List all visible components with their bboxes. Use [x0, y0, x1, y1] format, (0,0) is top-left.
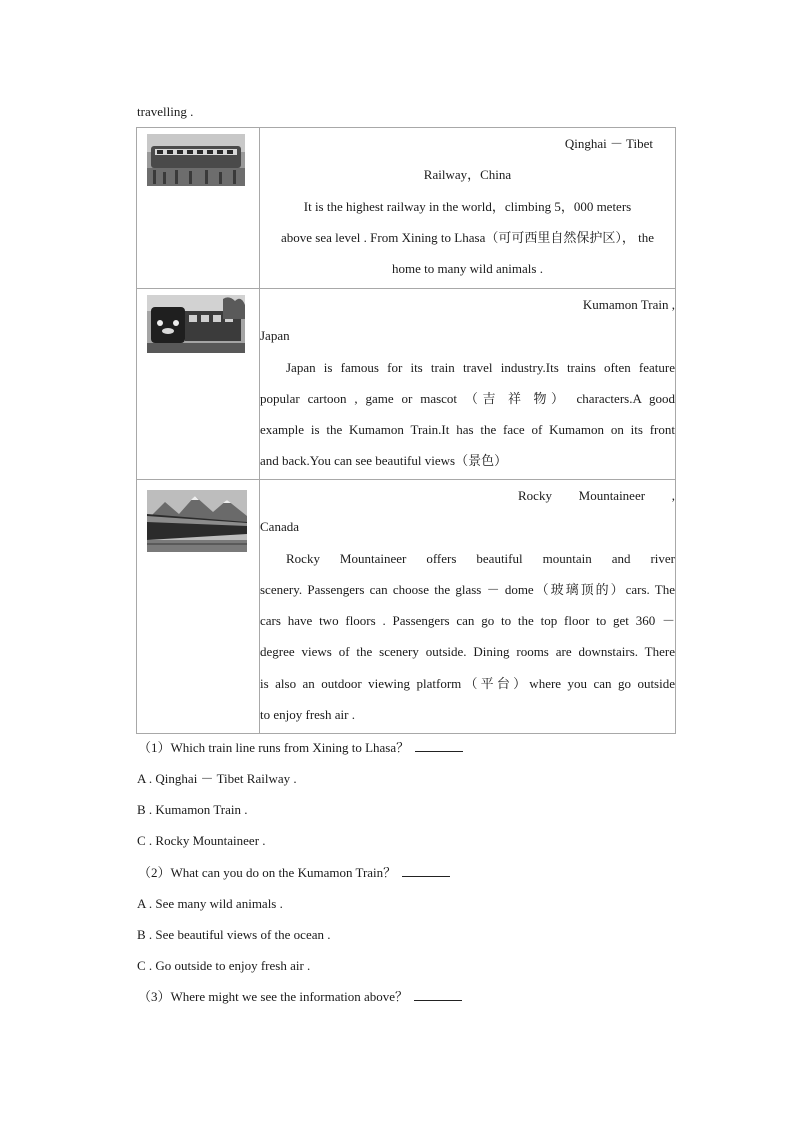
train-name: Rocky Mountaineer , [518, 488, 675, 503]
description-line: home to many wild animals . [392, 261, 543, 277]
question-stem: （1）Which train line runs from Xining to Lhasa？ [138, 740, 410, 755]
kumamon-train-photo-icon [147, 295, 245, 353]
description-line: Japan is famous for its train travel industry.Its trains often feature [286, 359, 675, 375]
question-3 [138, 988, 462, 1006]
text-cell [260, 289, 676, 480]
description-line: and back.You can see beautiful views（景色） [260, 453, 508, 469]
description-line: degree views of the scenery outside. Dining rooms are downstairs. There [260, 644, 675, 660]
question-2 [138, 864, 450, 882]
image-cell [137, 480, 260, 734]
mountain-train-photo-icon [147, 490, 247, 552]
train-location: Canada [260, 519, 299, 535]
train-location: Japan [260, 328, 290, 344]
table-row [137, 480, 676, 734]
question-stem: （3）Where might we see the information above？ [138, 989, 409, 1004]
answer-blank[interactable] [414, 988, 462, 1001]
train-name: Kumamon Train , [582, 297, 675, 312]
train-location: Railway，China [423, 167, 512, 183]
question-stem: （2）What can you do on the Kumamon Train？ [138, 865, 397, 880]
description-line: cars have two floors . Passengers can go to the top floor to get 360 － [260, 613, 675, 629]
option-c: C . Rocky Mountaineer . [137, 833, 266, 848]
description-line: popular cartoon , game or mascot （吉 祥 物） characters.A good [260, 390, 675, 406]
question-1 [138, 739, 463, 757]
option-a: A . See many wild animals . [137, 896, 283, 911]
option-c: C . Go outside to enjoy fresh air . [137, 958, 311, 973]
table-row [137, 128, 676, 289]
table-row [137, 289, 676, 480]
description-line: is also an outdoor viewing platform（平台）where you can go outside [260, 675, 675, 691]
image-cell [137, 128, 260, 289]
description-line: to enjoy fresh air . [260, 707, 355, 723]
text-cell [260, 480, 676, 734]
description-line: above sea level . From Xining to Lhasa（可可西里自然保护区）， the [281, 229, 654, 245]
train-info-table [136, 127, 676, 734]
option-b: B . See beautiful views of the ocean . [137, 927, 331, 942]
train-photo-icon [147, 134, 245, 186]
description-line: Rocky Mountaineer offers beautiful mountain and river [286, 550, 675, 566]
description-line: It is the highest railway in the world，climbing 5，000 meters [303, 198, 632, 214]
description-line: scenery. Passengers can choose the glass － dome（玻璃顶的）cars. The [260, 581, 675, 597]
image-cell [137, 289, 260, 480]
option-a: A . Qinghai － Tibet Railway . [137, 771, 297, 786]
answer-blank[interactable] [402, 864, 450, 877]
train-name: Qinghai － Tibet [564, 136, 653, 151]
answer-blank[interactable] [415, 739, 463, 752]
option-b: B . Kumamon Train . [137, 802, 248, 817]
intro-tail: travelling . [137, 104, 194, 119]
description-line: example is the Kumamon Train.It has the face of Kumamon on its front [260, 422, 675, 438]
text-cell [260, 128, 676, 289]
